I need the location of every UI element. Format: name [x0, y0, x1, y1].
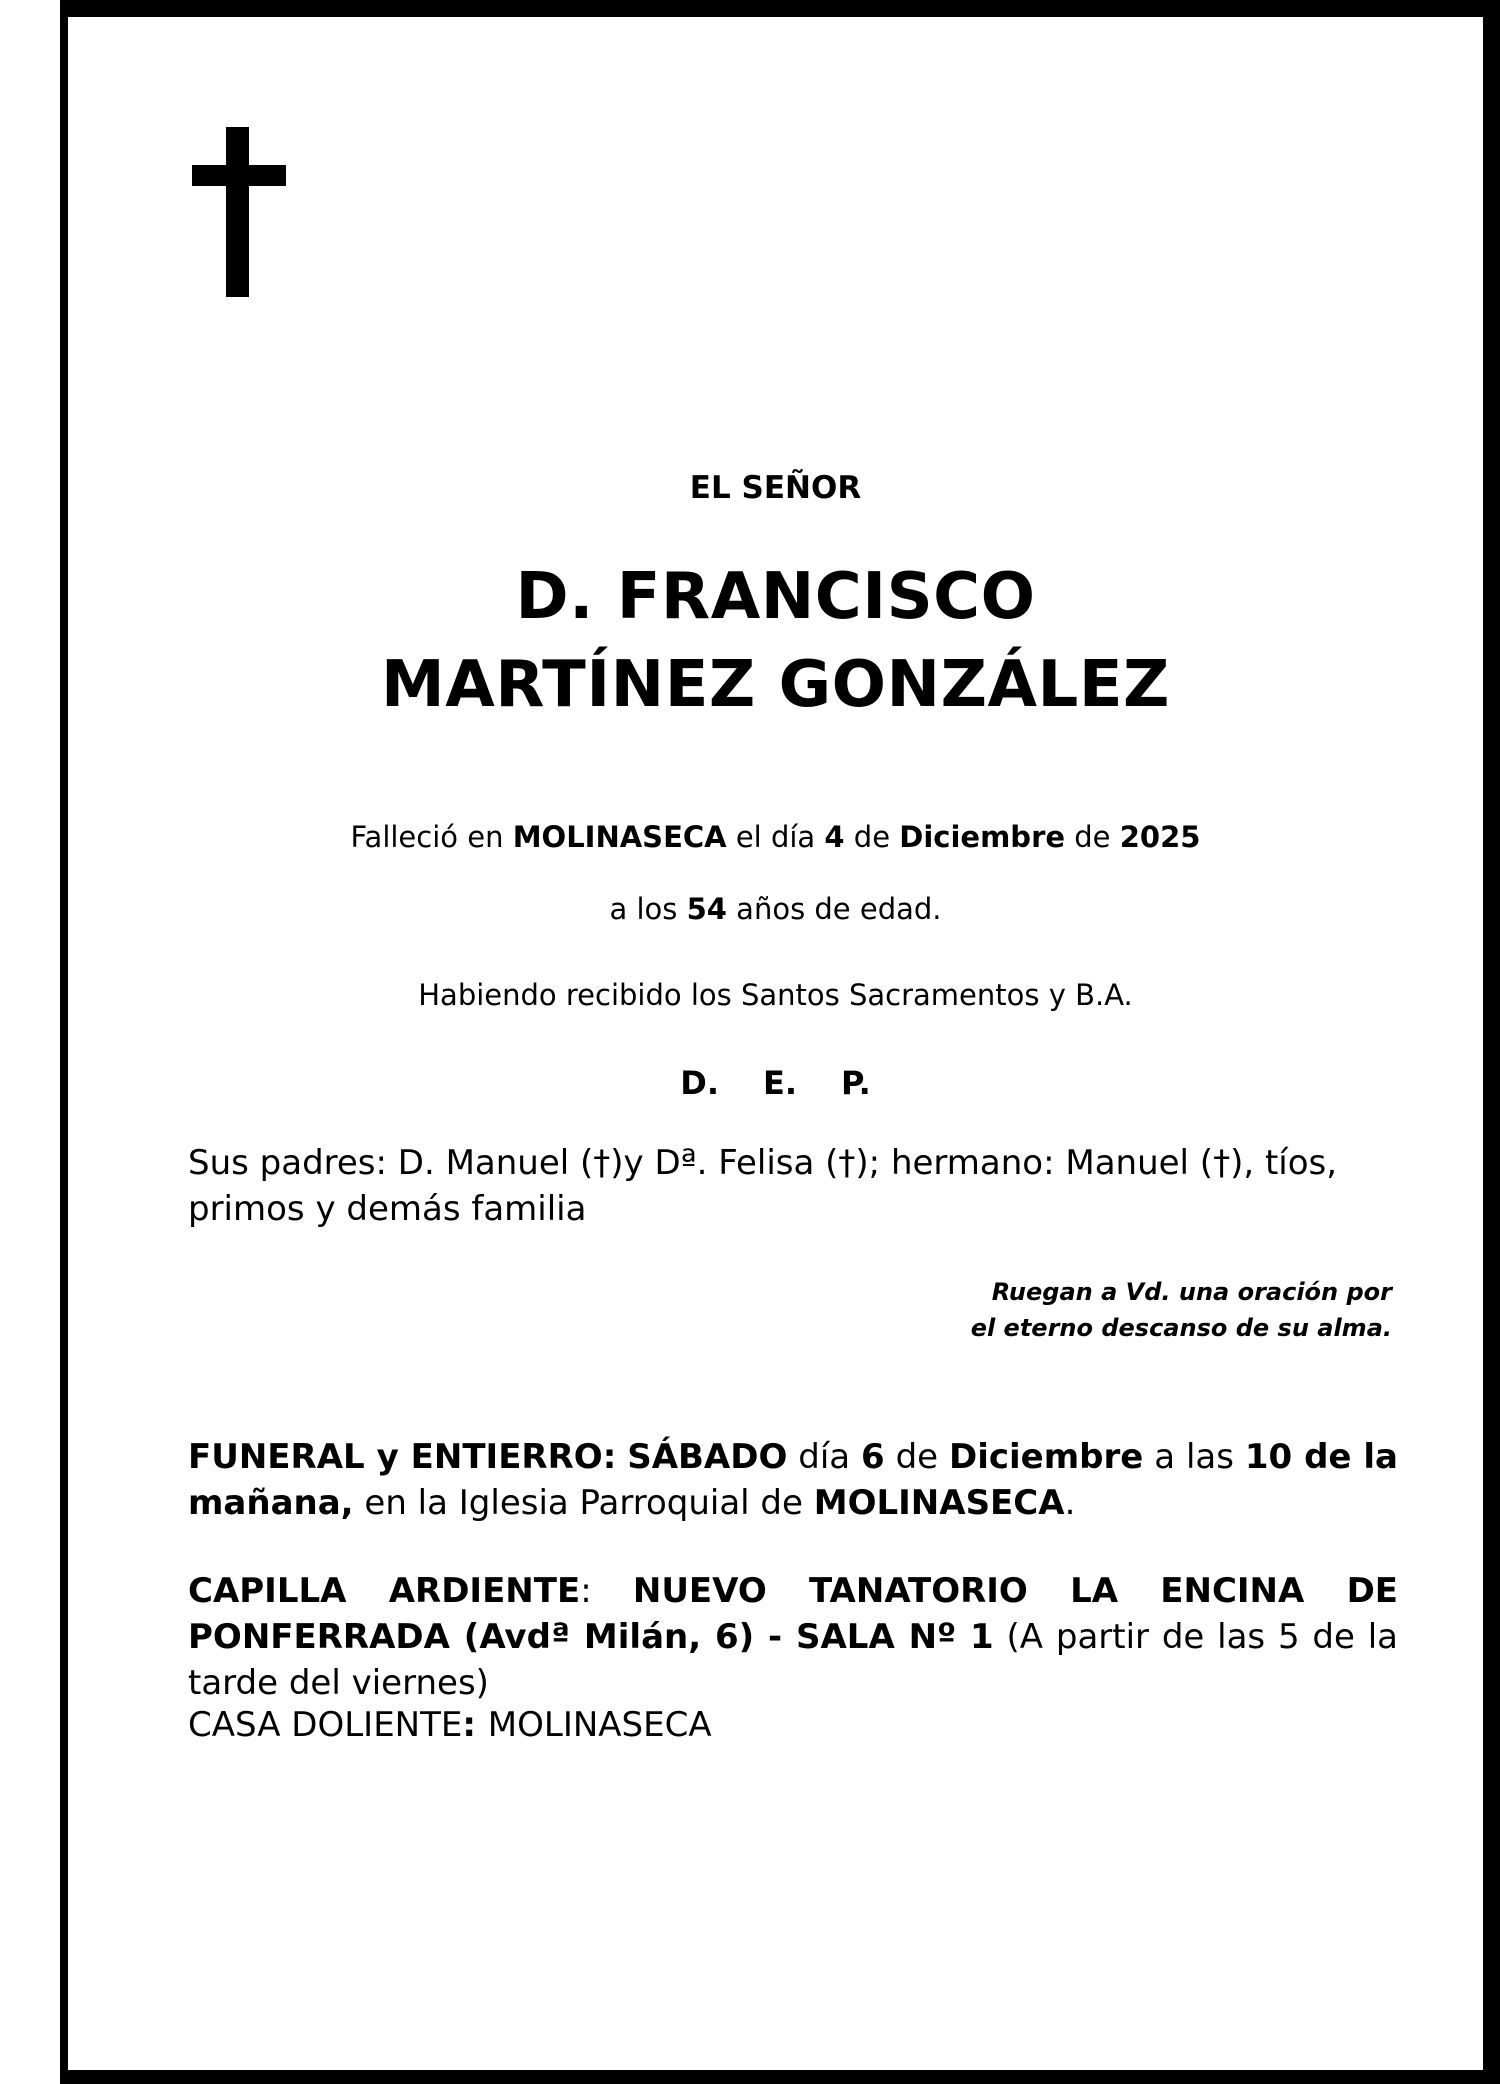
death-year: 2025 [1119, 820, 1201, 854]
casa-doliente-line [188, 1702, 1398, 1748]
death-place: MOLINASECA [512, 820, 727, 854]
funeral-paragraph [188, 1434, 1398, 1526]
casa-value: MOLINASECA [487, 1705, 712, 1745]
age-suffix: años de edad. [736, 892, 942, 926]
age-prefix: a los [609, 892, 687, 926]
title-el-senor: EL SEÑOR [689, 470, 862, 506]
death-notice-line [68, 820, 1483, 854]
funeral-month: Diciembre [948, 1437, 1144, 1477]
dep-initials [68, 1064, 1483, 1102]
deceased-name-line1: D. FRANCISCO [515, 560, 1036, 634]
deceased-name-line2: MARTÍNEZ GONZÁLEZ [381, 648, 1170, 722]
age-line [68, 892, 1483, 926]
funeral-weekday: SÁBADO [627, 1437, 788, 1477]
age-value: 54 [686, 892, 727, 926]
death-day-label: el día [726, 820, 825, 854]
sacraments-line: Habiendo recibido los Santos Sacramentos y B.A. [418, 978, 1133, 1012]
border-bottom [60, 2070, 1500, 2084]
casa-label: CASA DOLIENTE [188, 1705, 463, 1745]
border-left [60, 0, 68, 2084]
dep-d: D. [680, 1064, 719, 1102]
latin-cross-icon [192, 127, 286, 297]
funeral-dia: día [787, 1437, 862, 1477]
border-right [1483, 0, 1500, 2084]
funeral-place: MOLINASECA [813, 1483, 1065, 1523]
death-prefix: Falleció en [350, 820, 513, 854]
prayer-request [700, 1274, 1392, 1346]
death-day: 4 [824, 820, 845, 854]
capilla-note: (A partir de las 5 de la tarde del viernes) [188, 1617, 1398, 1703]
dep-p: P. [841, 1064, 871, 1102]
capilla-paragraph [188, 1568, 1398, 1706]
funeral-label: FUNERAL y ENTIERRO: [188, 1437, 617, 1477]
death-month: Diciembre [899, 820, 1066, 854]
funeral-day: 6 [861, 1437, 885, 1477]
prayer-line1: Ruegan a Vd. una oración por [991, 1278, 1392, 1306]
death-de2: de [1065, 820, 1120, 854]
border-top [60, 0, 1500, 17]
funeral-place-text: en la Iglesia Parroquial de [353, 1483, 814, 1523]
cross-vertical-bar [226, 127, 249, 297]
funeral-de: de [884, 1437, 949, 1477]
funeral-a-las: a las [1143, 1437, 1245, 1477]
dep-e: E. [762, 1064, 797, 1102]
capilla-label: CAPILLA ARDIENTE [188, 1571, 581, 1611]
death-de1: de [844, 820, 900, 854]
prayer-line2: el eterno descanso de su alma. [970, 1314, 1392, 1342]
family-paragraph: Sus padres: D. Manuel (†)y Dª. Felisa (†); hermano: Manuel (†), tíos, primos y demás familia [188, 1143, 1338, 1229]
funeral-end: . [1064, 1483, 1076, 1523]
capilla-colon: : [580, 1571, 633, 1611]
funeral-time: 10 de la mañana, [188, 1437, 1398, 1523]
casa-colon: : [462, 1705, 488, 1745]
capilla-venue: NUEVO TANATORIO LA ENCINA DE PONFERRADA (Avdª Milán, 6) - SALA Nº 1 [188, 1571, 1399, 1657]
cross-horizontal-bar [192, 165, 286, 186]
